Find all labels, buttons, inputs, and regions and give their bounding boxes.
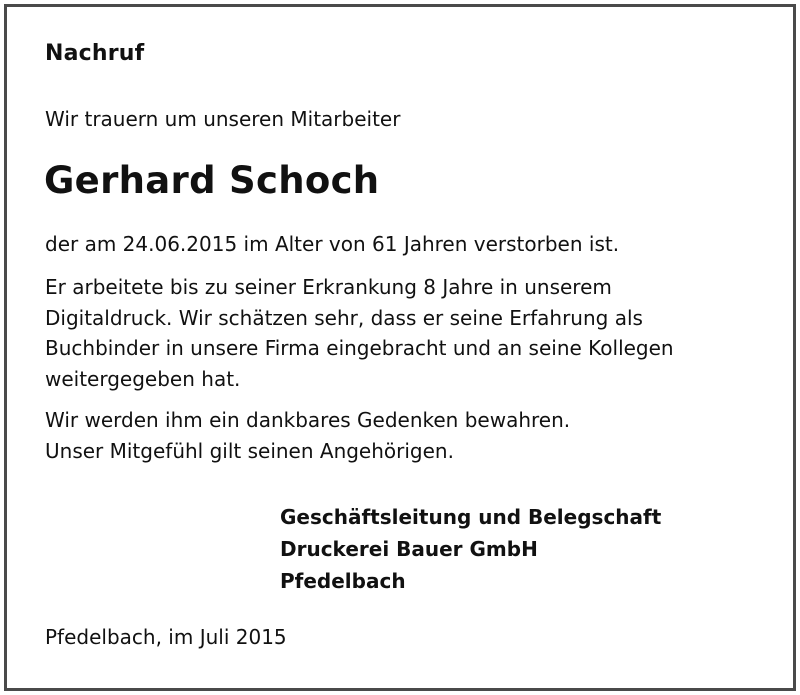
body-line: Digitaldruck. Wir schätzen sehr, dass er seine Erfahrung als (45, 305, 643, 330)
closing-line: Unser Mitgefühl gilt seinen Angehörigen. (45, 438, 454, 463)
obituary-notice (4, 4, 796, 691)
place-date: Pfedelbach, im Juli 2015 (45, 625, 287, 649)
body-line: weitergegeben hat. (45, 366, 241, 391)
notice-heading: Nachruf (45, 41, 145, 66)
death-line: der am 24.06.2015 im Alter von 61 Jahren verstorben ist. (45, 232, 620, 256)
deceased-name: Gerhard Schoch (44, 159, 380, 202)
signature-line: Pfedelbach (280, 569, 406, 593)
closing-line: Wir werden ihm ein dankbares Gedenken bewahren. (45, 408, 571, 432)
body-line: Buchbinder in unsere Firma eingebracht und an seine Kollegen (45, 336, 674, 360)
intro-text: Wir trauern um unseren Mitarbeiter (45, 107, 401, 131)
closing-paragraph (45, 405, 785, 466)
signature-line: Druckerei Bauer GmbH (280, 537, 538, 561)
body-paragraph (45, 272, 785, 394)
signature-line: Geschäftsleitung und Belegschaft (280, 505, 662, 529)
signature-block (280, 501, 661, 597)
body-line: Er arbeitete bis zu seiner Erkrankung 8 Jahre in unserem (45, 275, 612, 299)
